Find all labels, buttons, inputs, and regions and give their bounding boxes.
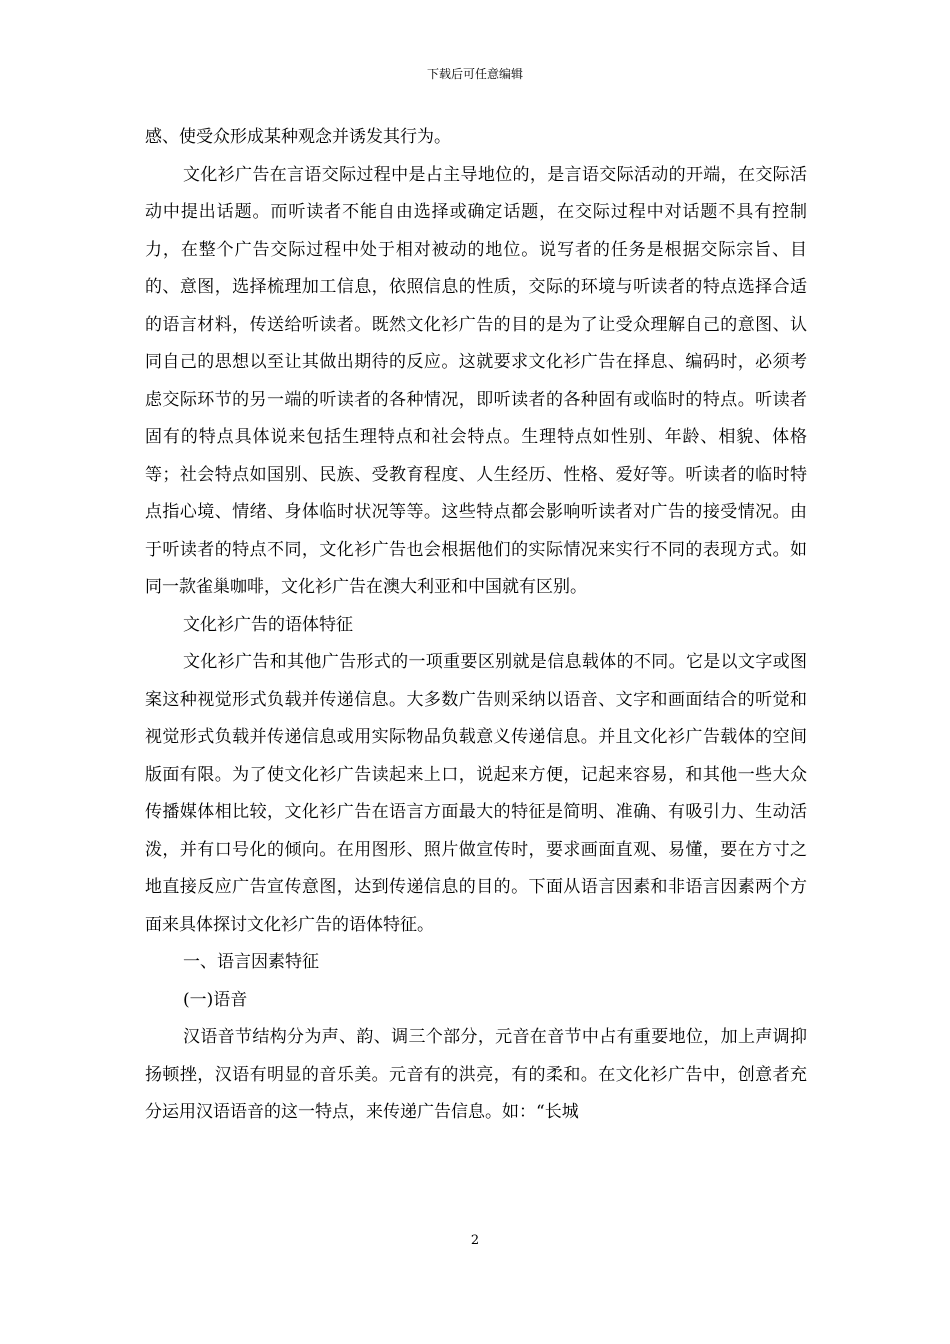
section-heading-style-features: 文化衫广告的语体特征 xyxy=(183,614,353,635)
subsection-heading-phonetics: (一)语音 xyxy=(183,989,248,1010)
document-body xyxy=(145,119,807,1132)
section-heading-language-factors: 一、语言因素特征 xyxy=(183,952,319,972)
paragraph-phonetics: 汉语音节结构分为声、韵、调三个部分，元音在音节中占有重要地位，加上声调抑扬顿挫，汉语有明显的音乐美。元音有的洪亮，有的柔和。在文化衫广告中，创意者充分运用汉语语音的这一特点，来传递广告信息。如：“长城 xyxy=(145,1027,807,1122)
paragraph-continuation: 感、使受众形成某种观念并诱发其行为。 xyxy=(145,127,451,147)
page-number: 2 xyxy=(470,1233,480,1248)
paragraph-communication: 文化衫广告在言语交际过程中是占主导地位的，是言语交际活动的开端，在交际活动中提出话题。而听读者不能自由选择或确定话题，在交际过程中对话题不具有控制力，在整个广告交际过程中处于相对被动的地位。说写者的任务是根据交际宗旨、目的、意图，选择梳理加工信息，依照信息的性质，交际的环境与听读者的特点选择合适的语言材料，传送给听读者。既然文化衫广告的目的是为了让受众理解自己的意图、认同自己的思想以至让其做出期待的反应。这就要求文化衫广告在择息、编码时，必须考虑交际环节的另一端的听读者的各种情况，即听读者的各种固有或临时的特点。听读者固有的特点具体说来包括生理特点和社会特点。生理特点如性别、年龄、相貌、体格等；社会特点如国别、民族、受教育程度、人生经历、性格、爱好等。听读者的临时特点指心境、情绪、身体临时状况等等。这些特点都会影响听读者对广告的接受情况。由于听读者的特点不同，文化衫广告也会根据他们的实际情况来实行不同的表现方式。如同一款雀巢咖啡，文化衫广告在澳大利亚和中国就有区别。 xyxy=(145,164,807,597)
paragraph-style-features: 文化衫广告和其他广告形式的一项重要区别就是信息载体的不同。它是以文字或图案这种视觉形式负载并传递信息。大多数广告则采纳以语音、文字和画面结合的听觉和视觉形式负载并传递信息或用实际物品负载意义传递信息。并且文化衫广告载体的空间版面有限。为了使文化衫广告读起来上口，说起来方便，记起来容易，和其他一些大众传播媒体相比较，文化衫广告在语言方面最大的特征是简明、准确、有吸引力、生动活泼，并有口号化的倾向。在用图形、照片做宣传时，要求画面直观、易懂，要在方寸之地直接反应广告宣传意图，达到传递信息的目的。下面从语言因素和非语言因素两个方面来具体探讨文化衫广告的语体特征。 xyxy=(145,652,807,935)
page-header: 下载后可任意编辑 xyxy=(426,67,523,81)
